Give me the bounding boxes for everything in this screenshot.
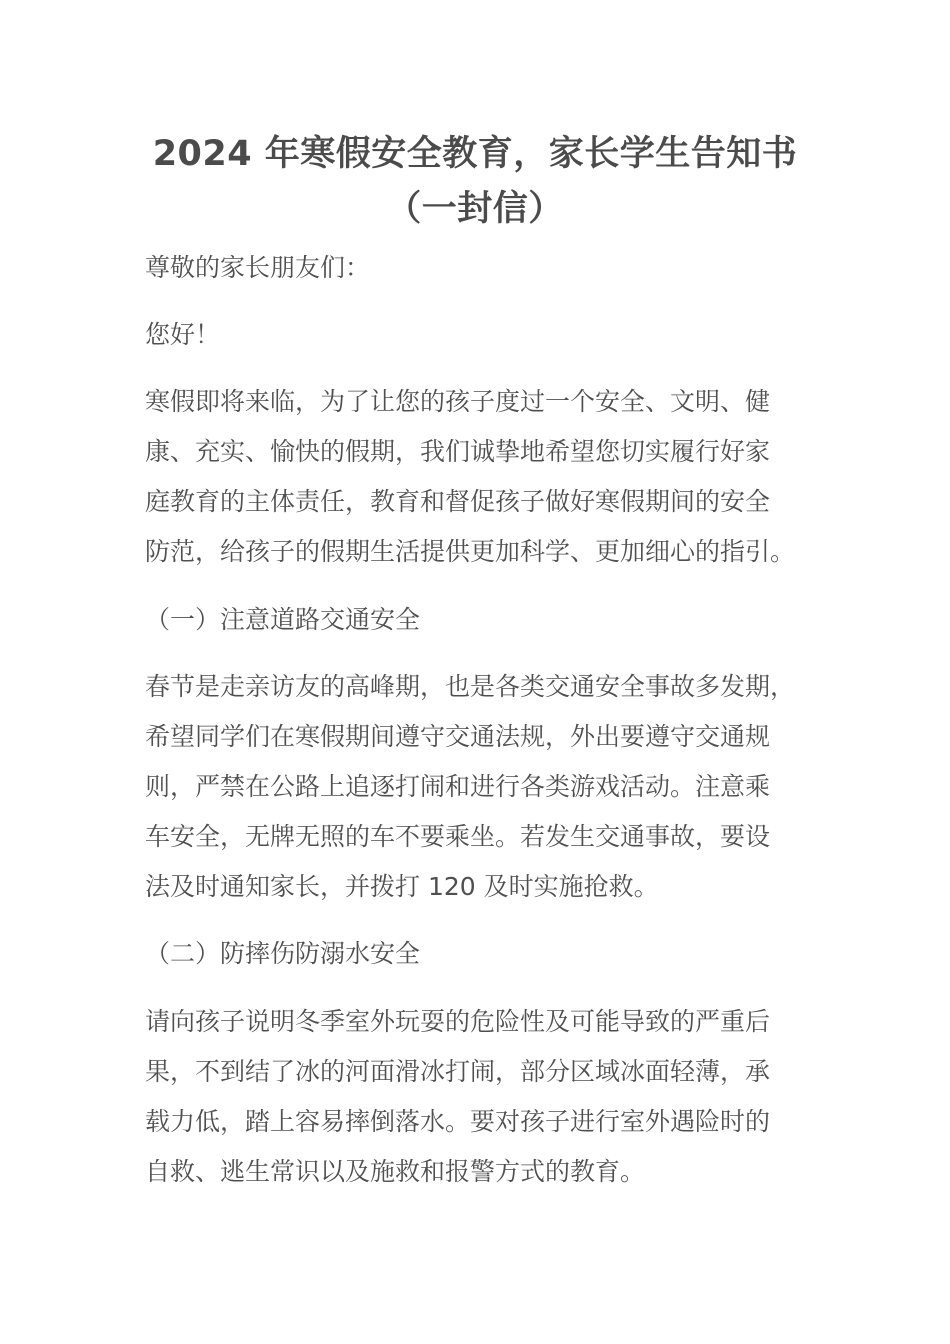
section2-line: 载力低，踏上容易摔倒落水。要对孩子进行室外遇险时的 <box>145 1107 771 1136</box>
document-title-line2: （一封信） <box>386 189 564 229</box>
section1-line: 法及时通知家长，并拨打 120 及时实施抢救。 <box>145 872 659 901</box>
salutation: 尊敬的家长朋友们： <box>145 253 371 282</box>
intro-line: 寒假即将来临，为了让您的孩子度过一个安全、文明、健 <box>145 387 771 416</box>
section1-line: 则，严禁在公路上追逐打闹和进行各类游戏活动。注意乘 <box>145 772 771 801</box>
intro-line: 庭教育的主体责任，教育和督促孩子做好寒假期间的安全 <box>145 487 771 516</box>
intro-line: 防范，给孩子的假期生活提供更加科学、更加细心的指引。 <box>145 537 796 566</box>
section1-line: 车安全，无牌无照的车不要乘坐。若发生交通事故，要设 <box>145 822 771 851</box>
section2-line: 果，不到结了冰的河面滑冰打闹，部分区域冰面轻薄，承 <box>145 1057 771 1086</box>
intro-line: 康、充实、愉快的假期，我们诚挚地希望您切实履行好家 <box>145 437 771 466</box>
section-heading: （二）防摔伤防溺水安全 <box>145 939 421 968</box>
section2-line: 自救、逃生常识以及施救和报警方式的教育。 <box>145 1157 646 1186</box>
section1-line: 希望同学们在寒假期间遵守交通法规，外出要遵守交通规 <box>145 722 771 751</box>
document-title-line1: 2024 年寒假安全教育，家长学生告知书 <box>152 134 798 174</box>
section-heading: （一）注意道路交通安全 <box>145 605 421 634</box>
section2-line: 请向孩子说明冬季室外玩耍的危险性及可能导致的严重后 <box>145 1007 771 1036</box>
section1-line: 春节是走亲访友的高峰期，也是各类交通安全事故多发期， <box>145 672 796 701</box>
greeting: 您好！ <box>145 320 221 349</box>
